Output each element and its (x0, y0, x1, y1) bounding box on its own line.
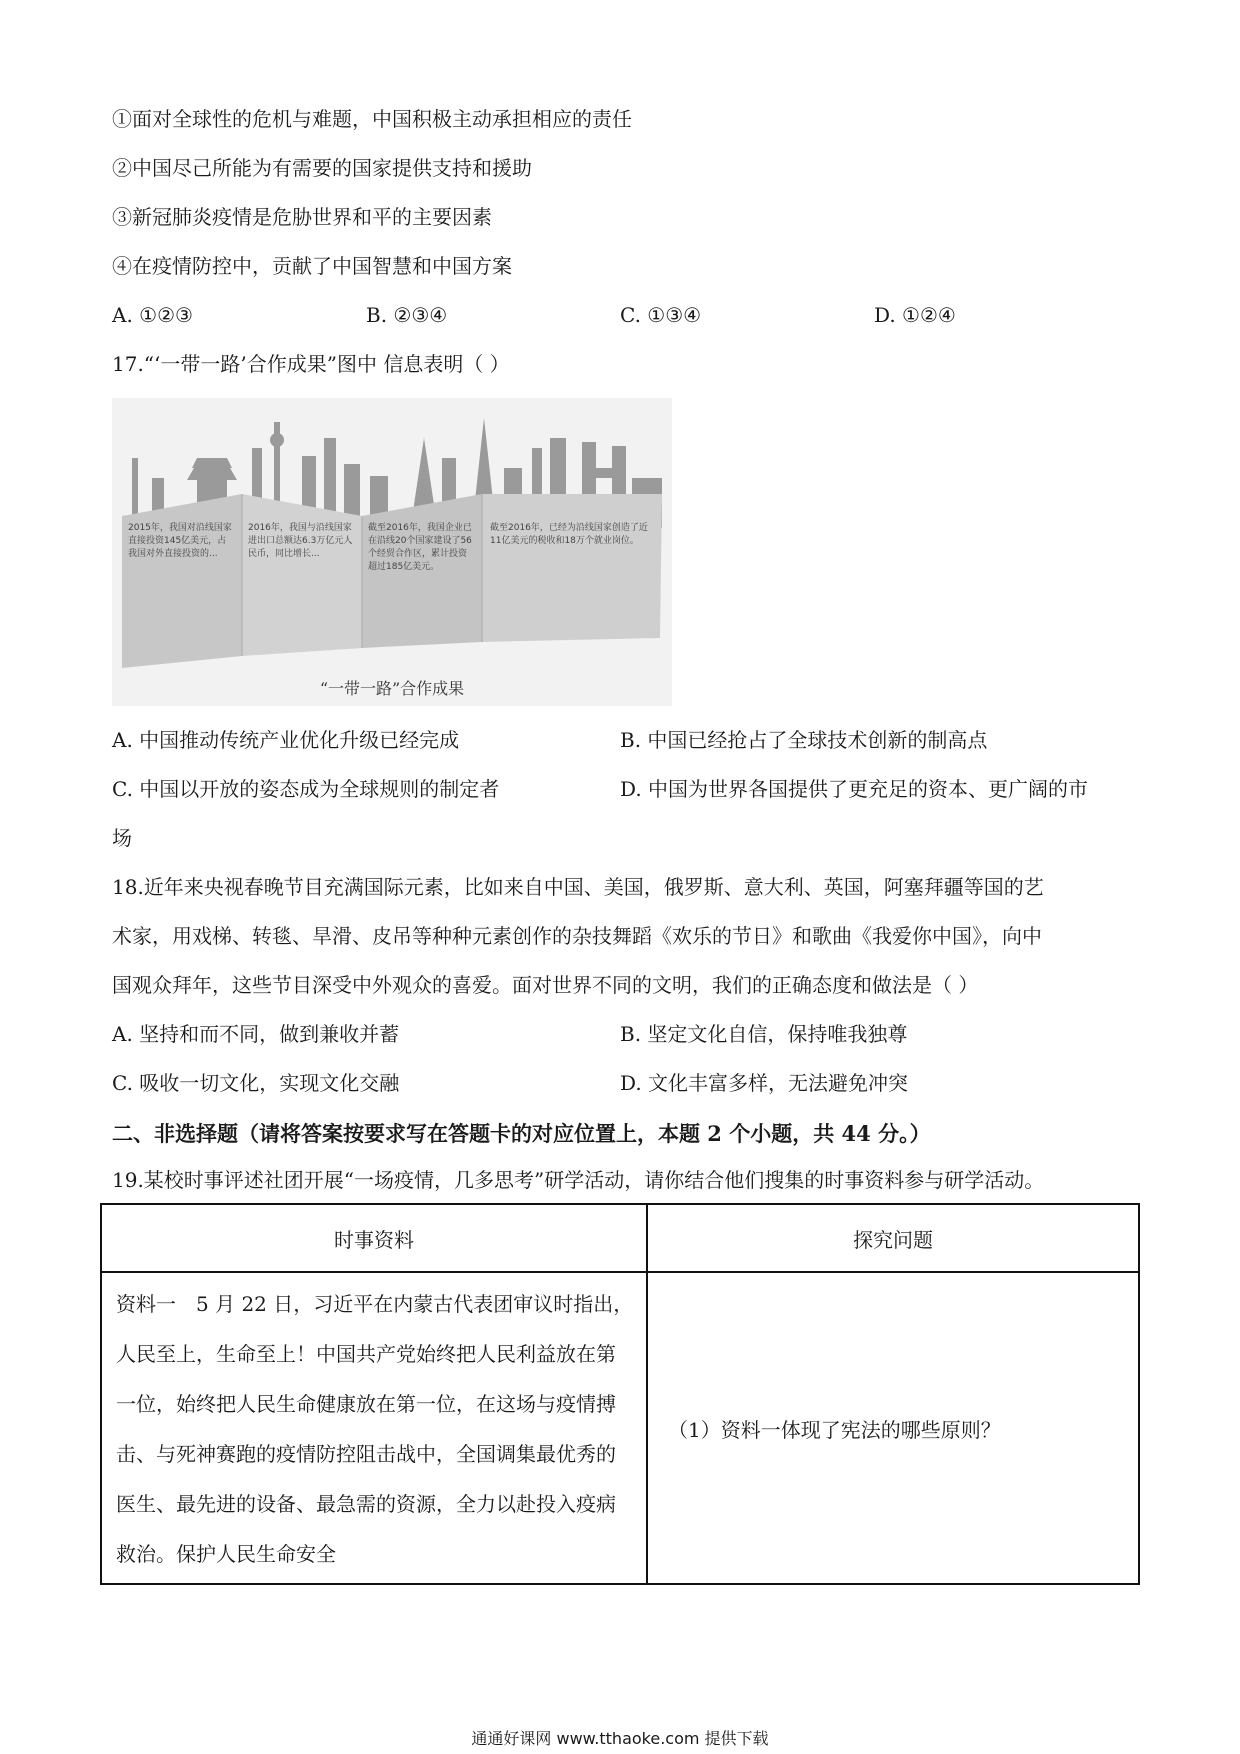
q17-option-a: A. 中国推动传统产业优化升级已经完成 (112, 728, 460, 752)
q18-option-c: C. 吸收一切文化，实现文化交融 (112, 1071, 400, 1095)
figure-panel-1: 2015年，我国对沿线国家直接投资145亿美元，占我国对外直接投资的... (128, 523, 232, 559)
q17-option-d: D. 中国为世界各国提供了更充足的资本、更广阔的市 (620, 777, 1089, 801)
q18-option-d: D. 文化丰富多样，无法避免冲突 (620, 1071, 909, 1095)
section-2-heading: 二、非选择题（请将答案按要求写在答题卡的对应位置上，本题 2 个小题，共 44 分。） (112, 1121, 931, 1146)
q17-stem: 17.“‘一带一路’合作成果”图中 信息表明（ ） (112, 352, 510, 376)
q18-stem-line-1: 18.近年来央视春晚节目充满国际元素，比如来自中国、美国，俄罗斯、意大利、英国，阿塞拜疆等国的艺 (112, 875, 1044, 899)
q17-option-d-wrap: 场 (112, 826, 132, 850)
q16-statement-2: ②中国尽己所能为有需要的国家提供支持和援助 (112, 156, 532, 180)
q18-stem-line-2: 术家，用戏梯、转毯、旱滑、皮吊等种种元素创作的杂技舞蹈《欢乐的节日》和歌曲《我爱你中国》，向中 (112, 924, 1042, 948)
study-table (100, 1203, 1140, 1585)
q16-statement-3: ③新冠肺炎疫情是危胁世界和平的主要因素 (112, 205, 492, 229)
q18-stem-line-3: 国观众拜年，这些节目深受中外观众的喜爱。面对世界不同的文明，我们的正确态度和做法是（ ） (112, 973, 979, 997)
figure-panel-4: 截至2016年，已经为沿线国家创造了近11亿美元的税收和18万个就业岗位。 (490, 523, 648, 546)
table-header-row (101, 1204, 1139, 1272)
figure-panel-2: 2016年，我国与沿线国家进出口总额达6.3万亿元人民币，同比增长... (248, 523, 353, 559)
table-row (101, 1272, 1139, 1584)
q17-option-b: B. 中国已经抢占了全球技术创新的制高点 (620, 728, 988, 752)
q16-option-b: B. ②③④ (366, 303, 448, 327)
q16-option-d: D. ①②④ (874, 303, 956, 327)
figure-caption: “一带一路”合作成果 (319, 679, 465, 698)
q17-option-c: C. 中国以开放的姿态成为全球规则的制定者 (112, 777, 500, 801)
q16-statement-1: ①面对全球性的危机与难题，中国积极主动承担相应的责任 (112, 107, 632, 131)
page-footer: 通通好课网 www.tthaoke.com 提供下载 (471, 1729, 769, 1748)
q16-statement-4: ④在疫情防控中，贡献了中国智慧和中国方案 (112, 254, 512, 278)
table-header-materials: 时事资料 (101, 1204, 647, 1272)
q19-stem: 19.某校时事评述社团开展“一场疫情，几多思考”研学活动，请你结合他们搜集的时事资料参与研学活动。 (112, 1168, 1045, 1192)
figure-panel-3: 截至2016年，我国企业已在沿线20个国家建设了56个经贸合作区，累计投资超过185亿美元。 (368, 523, 472, 572)
q18-option-b: B. 坚定文化自信，保持唯我独尊 (620, 1022, 908, 1046)
q16-option-a: A. ①②③ (112, 303, 193, 327)
question-cell: （1）资料一体现了宪法的哪些原则？ (647, 1272, 1139, 1584)
belt-and-road-figure (112, 398, 672, 706)
q16-option-c: C. ①③④ (620, 303, 702, 327)
material-cell: 资料一 5 月 22 日，习近平在内蒙古代表团审议时指出，人民至上，生命至上！中国共产党始终把人民利益放在第一位，始终把人民生命健康放在第一位，在这场与疫情搏击、与死神赛跑的疫情防控阻击战中，全国调集最优秀的医生、最先进的设备、最急需的资源，全力以赴投入疫病救治。保护人民生命安全 (101, 1272, 647, 1584)
table-header-questions: 探究问题 (647, 1204, 1139, 1272)
q18-option-a: A. 坚持和而不同，做到兼收并蓄 (112, 1022, 400, 1046)
